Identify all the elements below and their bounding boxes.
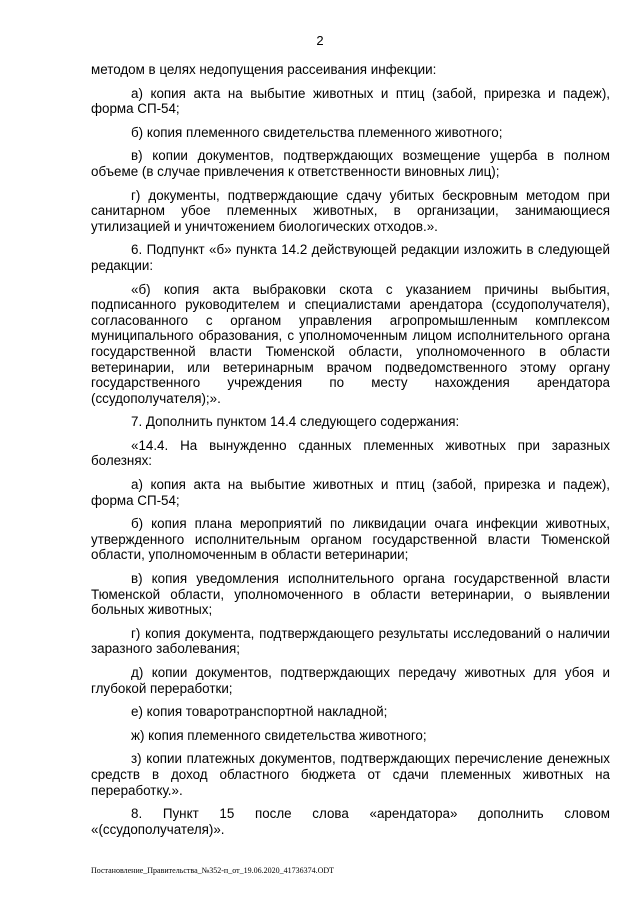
paragraph-continuation: методом в целях недопущения рассеивания инфекции:	[91, 62, 437, 77]
paragraph-item-b: б) копия племенного свидетельства племенного животного;	[131, 124, 503, 140]
paragraph-point-6: 6. Подпункт «б» пункта 14.2 действующей редакции изложить в следующей редакции:	[91, 242, 610, 273]
paragraph-14-4-item-e: е) копия товаротранспортной накладной;	[131, 704, 388, 720]
paragraph-14-4-item-g: г) копия документа, подтверждающего результаты исследований о наличии заразного заболевания;	[91, 625, 610, 657]
paragraph-14-4-intro: «14.4. На вынужденно сданных племенных животных при заразных болезнях:	[91, 437, 610, 469]
document-body	[91, 62, 610, 845]
paragraph-14-4-item-v: в) копия уведомления исполнительного органа государственной власти Тюменской области, уполномоченного в области ветеринарии, о выявлении больных животных;	[91, 571, 610, 618]
paragraph-14-4-item-b: б) копия плана мероприятий по ликвидации очага инфекции животных, утвержденного исполнительным органом государственной власти Тюменской области, уполномоченным в области ветеринарии;	[91, 516, 610, 563]
paragraph-item-g: г) документы, подтверждающие сдачу убитых бескровным методом при санитарном убое племенных животных, в организации, занимающиеся утилизацией и уничтожением биологических отходов.».	[91, 187, 610, 234]
paragraph-point-7: 7. Дополнить пунктом 14.4 следующего содержания:	[131, 414, 460, 430]
paragraph-item-a: а) копия акта на выбытие животных и птиц (забой, прирезка и падеж), форма СП-54;	[91, 85, 610, 117]
paragraph-subpoint-b-text: «б) копия акта выбраковки скота с указанием причины выбытия, подписанного руководителем и специалистами арендатора (ссудополучателя), согласованного с органом управления агропромышленным комплексом муниципального образования, с уполномоченным лицом исполнительного органа государственной власти Тюменской области, уполномоченного в области ветеринарии, или ветеринарным врачом подведомственного этому органу государственного учреждения по месту нахождения арендатора (ссудополучателя);».	[91, 281, 610, 406]
document-footer-filename: Постановление_Правительства_№352-п_от_19.06.2020_41736374.ODT	[91, 866, 335, 875]
paragraph-14-4-item-zh: ж) копия племенного свидетельства животного;	[131, 727, 427, 743]
paragraph-14-4-item-d: д) копии документов, подтверждающих передачу животных для убоя и глубокой переработки;	[91, 665, 610, 696]
paragraph-item-v: в) копии документов, подтверждающих возмещение ущерба в полном объеме (в случае привлечения к ответственности виновных лиц);	[91, 148, 610, 179]
paragraph-14-4-item-z: з) копии платежных документов, подтверждающих перечисление денежных средств в доход областного бюджета от сдачи племенных животных на переработку.».	[91, 751, 610, 798]
page-number: 2	[316, 33, 324, 48]
paragraph-point-8: 8. Пункт 15 после слова «арендатора» дополнить словом «(ссудополучателя)».	[91, 806, 610, 837]
paragraph-14-4-item-a: а) копия акта на выбытие животных и птиц (забой, прирезка и падеж), форма СП-54;	[91, 477, 610, 508]
